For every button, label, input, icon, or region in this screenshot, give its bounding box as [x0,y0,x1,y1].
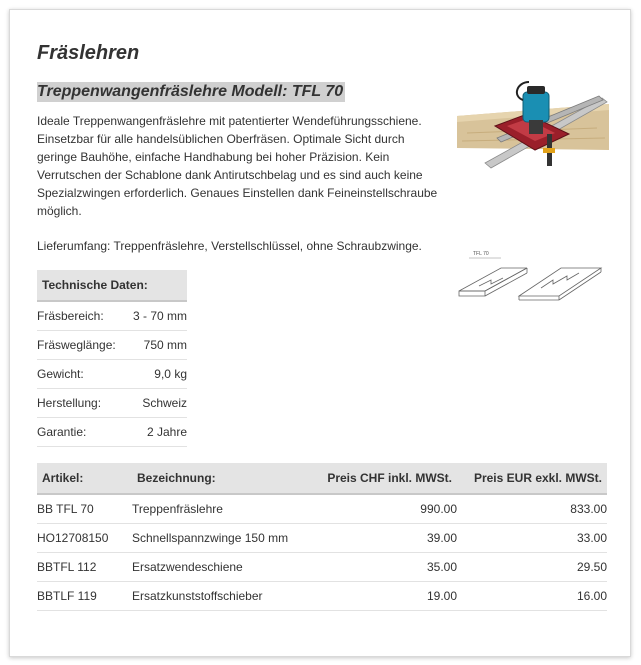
spec-header-row [37,270,187,301]
price-table [37,463,607,611]
table-row [37,524,607,553]
delivery-scope: Lieferumfang: Treppenfräslehre, Verstellschlüssel, ohne Schraubzwinge. [37,239,422,253]
article-number: BBTLF 119 [37,582,132,611]
spec-row [37,331,187,360]
spec-row [37,360,187,389]
price-eur: 833.00 [457,494,607,524]
price-chf: 35.00 [307,553,457,582]
price-eur: 29.50 [457,553,607,582]
spec-label: Fräsbereich: [37,301,126,331]
article-number: BB TFL 70 [37,494,132,524]
price-chf: 990.00 [307,494,457,524]
spec-row [37,418,187,447]
col-name: Bezeichnung: [132,463,307,494]
spec-label: Garantie: [37,418,126,447]
product-title: Treppenwangenfräslehre Modell: TFL 70 [37,83,344,100]
table-row [37,494,607,524]
article-number: HO12708150 [37,524,132,553]
spec-label: Herstellung: [37,389,126,418]
spec-value: 9,0 kg [126,360,187,389]
spec-label: Gewicht: [37,360,126,389]
spec-value: 2 Jahre [126,418,187,447]
page-title: Fräslehren [37,42,140,64]
col-price-chf: Preis CHF inkl. MWSt. [307,463,457,494]
article-name: Ersatzkunststoffschieber [132,582,307,611]
price-chf: 39.00 [307,524,457,553]
article-name: Treppenfräslehre [132,494,307,524]
col-article: Artikel: [37,463,132,494]
product-description: Ideale Treppenwangenfräslehre mit patentierter Wendeführungsschiene. Einsetzbar für alle handelsüblichen Oberfräsen. Optimale Sicht durch geringe Bauhöhe, einfache Handhabung bei hoher Präzision. Kein Verrutschen der Schablone dank Antirutschbelag und es sind auch keine Spezialzwingen erforderlich. Genaues Einstellen dank Feineinstellschraube möglich. [37,114,438,218]
price-eur: 33.00 [457,524,607,553]
spec-value: 3 - 70 mm [126,301,187,331]
spec-row [37,301,187,331]
price-eur: 16.00 [457,582,607,611]
article-number: BBTFL 112 [37,553,132,582]
spec-value: 750 mm [126,331,187,360]
col-price-eur: Preis EUR exkl. MWSt. [457,463,607,494]
table-row [37,582,607,611]
article-name: Schnellspannzwinge 150 mm [132,524,307,553]
drawing-label: TFL 70 [473,251,489,257]
spec-label: Fräsweglänge: [37,331,126,360]
price-header-row [37,463,607,494]
spec-header: Technische Daten: [37,270,187,301]
table-row [37,553,607,582]
spec-row [37,389,187,418]
spec-table [37,270,187,447]
product-photo[interactable] [457,78,609,173]
article-name: Ersatzwendeschiene [132,553,307,582]
technical-drawing [457,246,607,306]
price-chf: 19.00 [307,582,457,611]
spec-value: Schweiz [126,389,187,418]
